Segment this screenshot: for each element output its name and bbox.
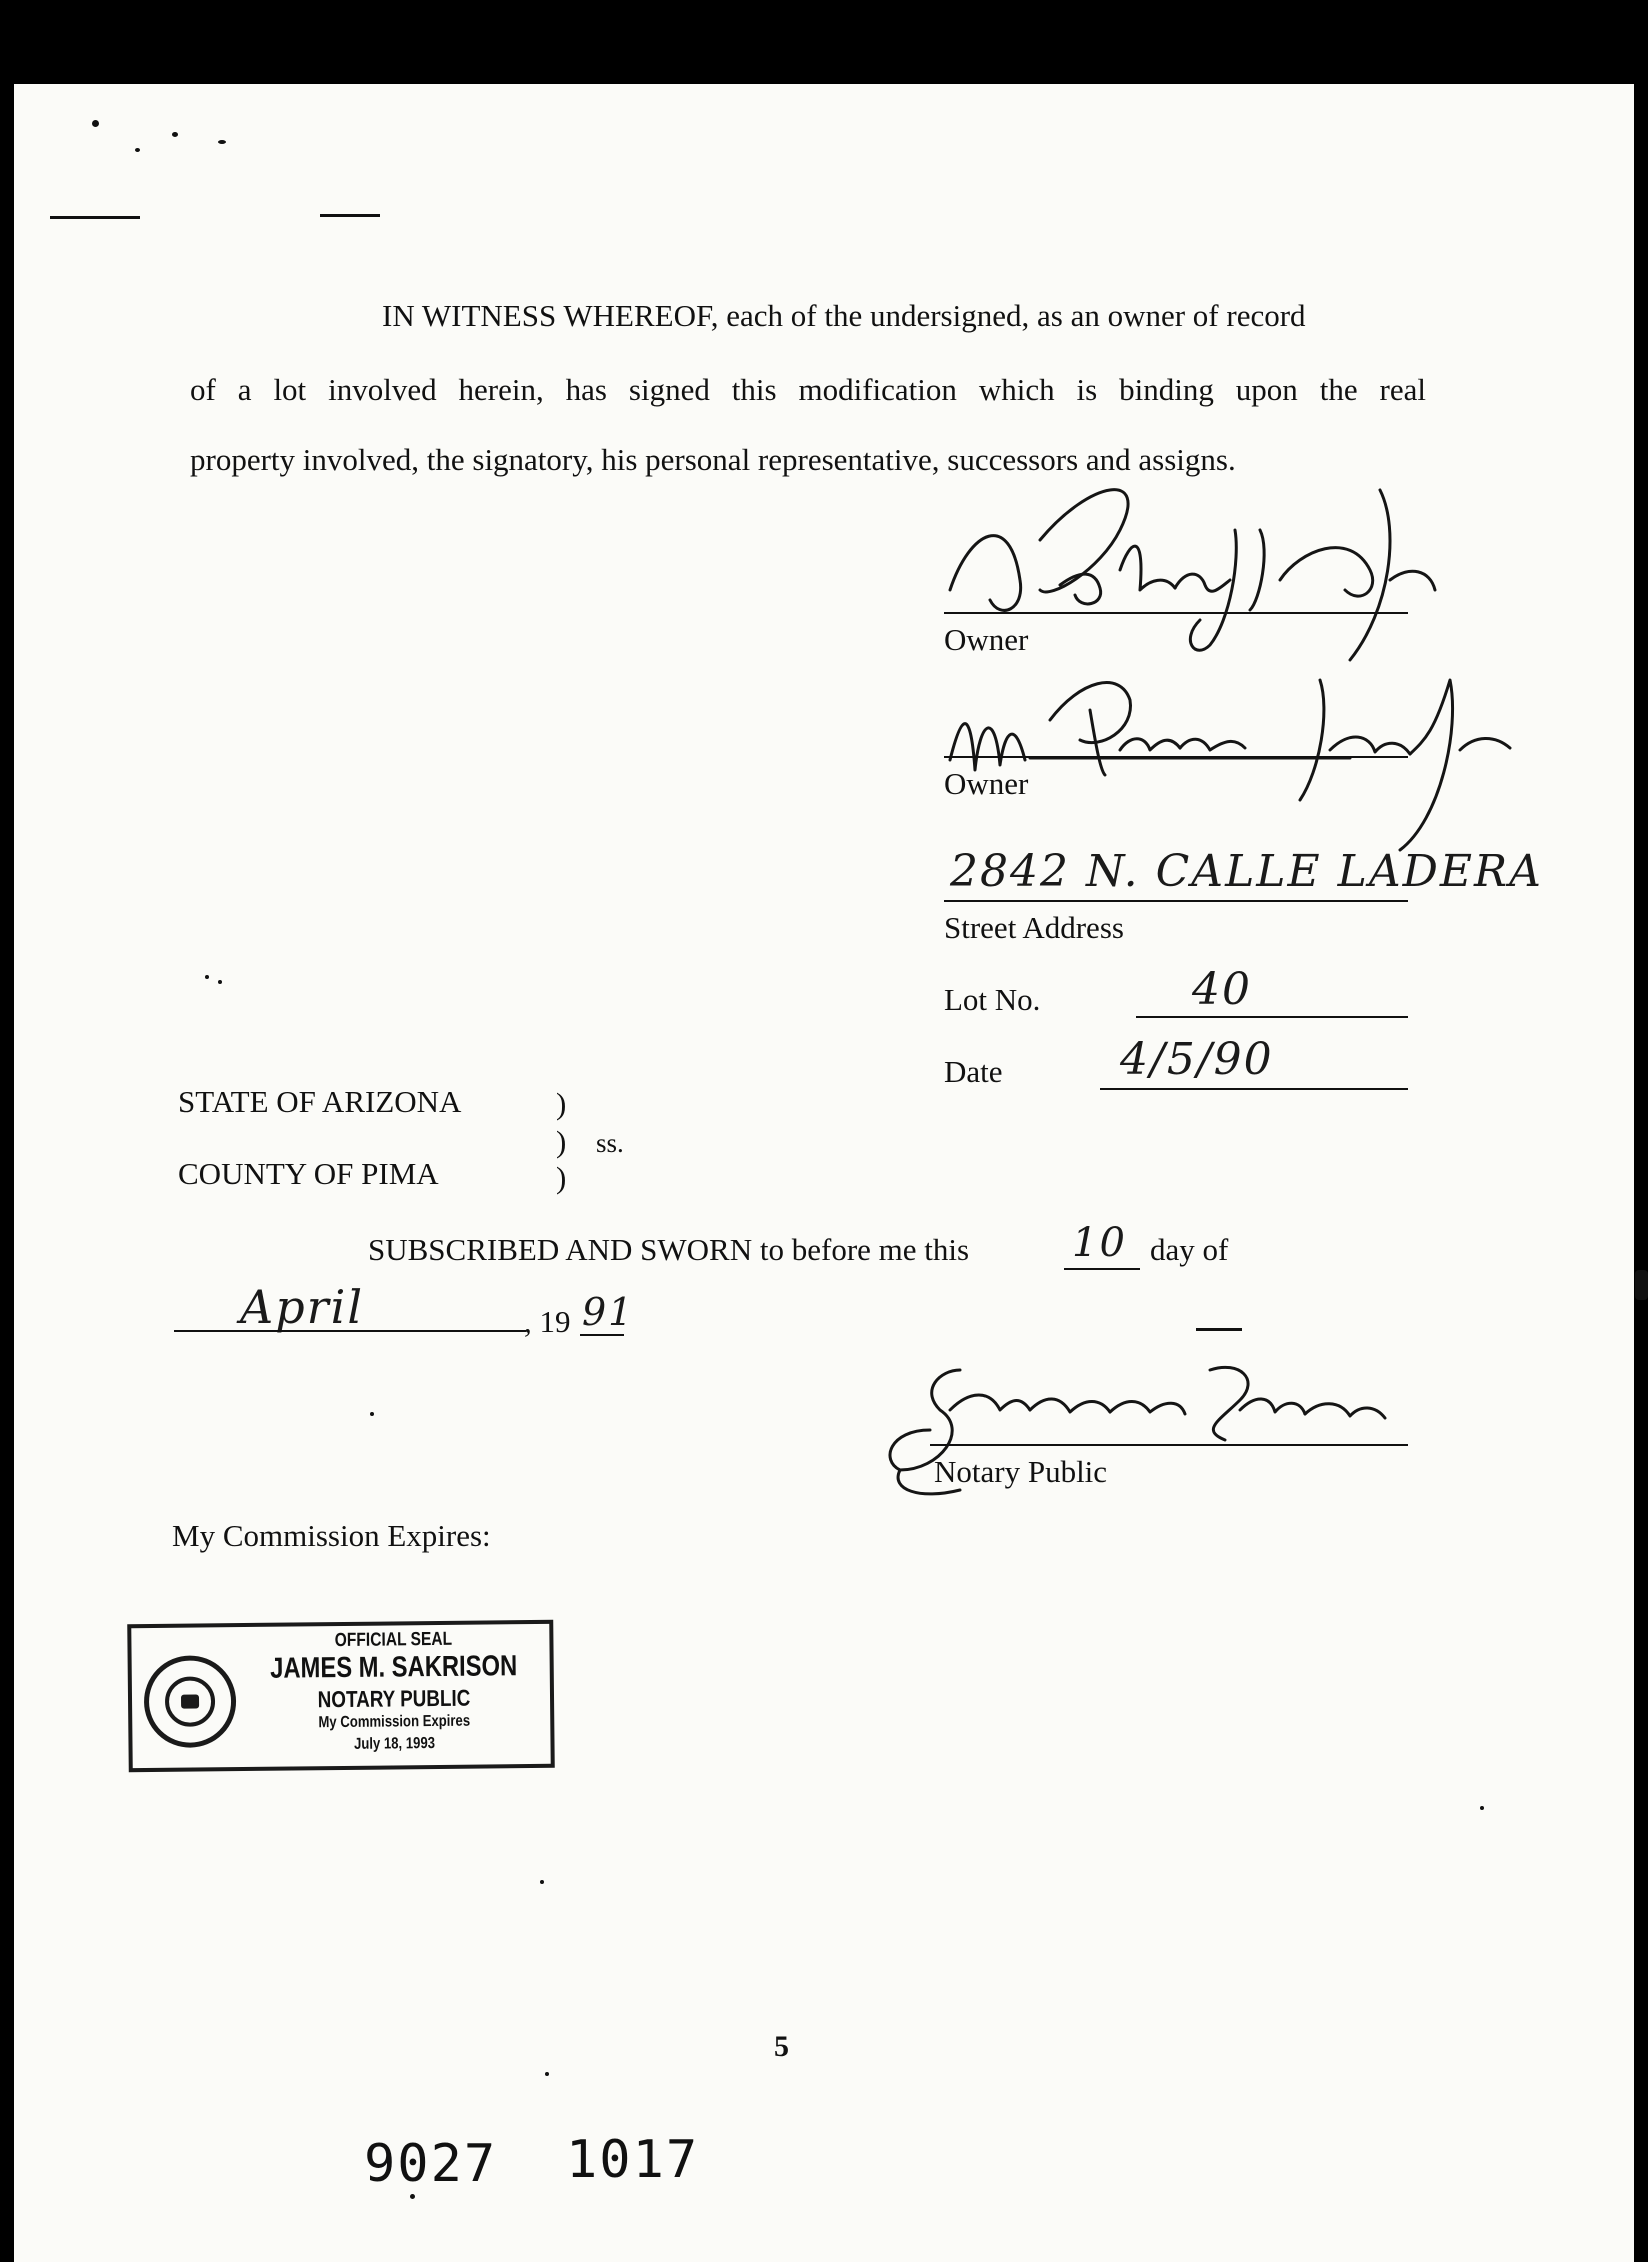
jurat-prefix: SUBSCRIBED AND SWORN to before me this xyxy=(368,1232,970,1267)
scan-speck xyxy=(218,980,222,984)
paragraph-line-1: IN WITNESS WHEREOF, each of the undersigned, as an owner of record xyxy=(382,298,1306,333)
scan-speck xyxy=(1480,1806,1484,1810)
owner-1-line xyxy=(944,612,1408,614)
street-address-value: 2842 N. CALLE LADERA xyxy=(950,846,1543,897)
paragraph-line-2: of a lot involved herein, has signed this modification which is binding upon the real xyxy=(190,372,1426,407)
scan-speck xyxy=(92,120,99,127)
venue-state: STATE OF ARIZONA xyxy=(178,1084,462,1119)
scan-speck xyxy=(218,140,226,144)
jurat-year-value: 91 xyxy=(582,1290,635,1334)
street-address-line xyxy=(944,900,1408,902)
stamp-number-right: 1017 xyxy=(566,2130,700,2190)
venue-ss: ss. xyxy=(596,1128,624,1158)
venue-bracket: ) xyxy=(556,1124,567,1159)
lot-number-value: 40 xyxy=(1192,964,1252,1015)
commission-expires-label: My Commission Expires: xyxy=(172,1518,491,1553)
page-number: 5 xyxy=(774,2030,789,2063)
jurat-suffix: day of xyxy=(1150,1232,1229,1267)
scan-speck xyxy=(50,216,140,219)
seal-line-3: NOTARY PUBLIC xyxy=(317,1684,471,1713)
jurat-month-value: April xyxy=(240,1280,365,1334)
jurat-year-prefix: , 19 xyxy=(524,1304,571,1339)
paragraph-line-3: property involved, the signatory, his personal representative, successors and assigns. xyxy=(190,442,1236,477)
scan-speck xyxy=(1635,1270,1648,1300)
street-address-label: Street Address xyxy=(944,910,1124,945)
owner-2-line xyxy=(944,756,1408,758)
scan-speck xyxy=(410,2194,415,2199)
date-label: Date xyxy=(944,1054,1003,1089)
jurat-year-line xyxy=(580,1334,624,1336)
owner-1-label: Owner xyxy=(944,622,1029,657)
jurat-day-line xyxy=(1064,1268,1140,1270)
venue-bracket: ) xyxy=(556,1086,567,1121)
scan-speck xyxy=(1196,1328,1242,1331)
seal-line-4: My Commission Expires xyxy=(318,1712,471,1732)
owner-2-signature xyxy=(930,640,1530,860)
date-line xyxy=(1100,1088,1408,1090)
scan-speck xyxy=(540,1880,544,1884)
scan-speck xyxy=(370,1412,374,1416)
scan-speck xyxy=(205,975,209,979)
seal-line-1: OFFICIAL SEAL xyxy=(334,1628,453,1652)
scan-speck xyxy=(172,132,178,137)
notary-seal-stamp xyxy=(127,1620,555,1772)
notary-label: Notary Public xyxy=(934,1454,1108,1489)
seal-line-2: JAMES M. SAKRISON xyxy=(269,1650,518,1685)
owner-2-label: Owner xyxy=(944,766,1029,801)
scan-speck xyxy=(545,2072,549,2076)
seal-emblem-icon xyxy=(144,1655,237,1748)
venue-bracket: ) xyxy=(556,1160,567,1195)
jurat-month-line xyxy=(174,1330,526,1332)
stamp-number-left: 9027 xyxy=(364,2134,498,2194)
scan-speck xyxy=(135,148,140,152)
lot-number-label: Lot No. xyxy=(944,982,1041,1017)
date-value: 4/5/90 xyxy=(1120,1034,1274,1085)
lot-number-line xyxy=(1136,1016,1408,1018)
seal-line-5: July 18, 1993 xyxy=(353,1735,436,1753)
scan-speck xyxy=(320,214,380,217)
notary-line xyxy=(930,1444,1408,1446)
venue-county: COUNTY OF PIMA xyxy=(178,1156,439,1191)
jurat-day-value: 10 xyxy=(1072,1220,1127,1266)
